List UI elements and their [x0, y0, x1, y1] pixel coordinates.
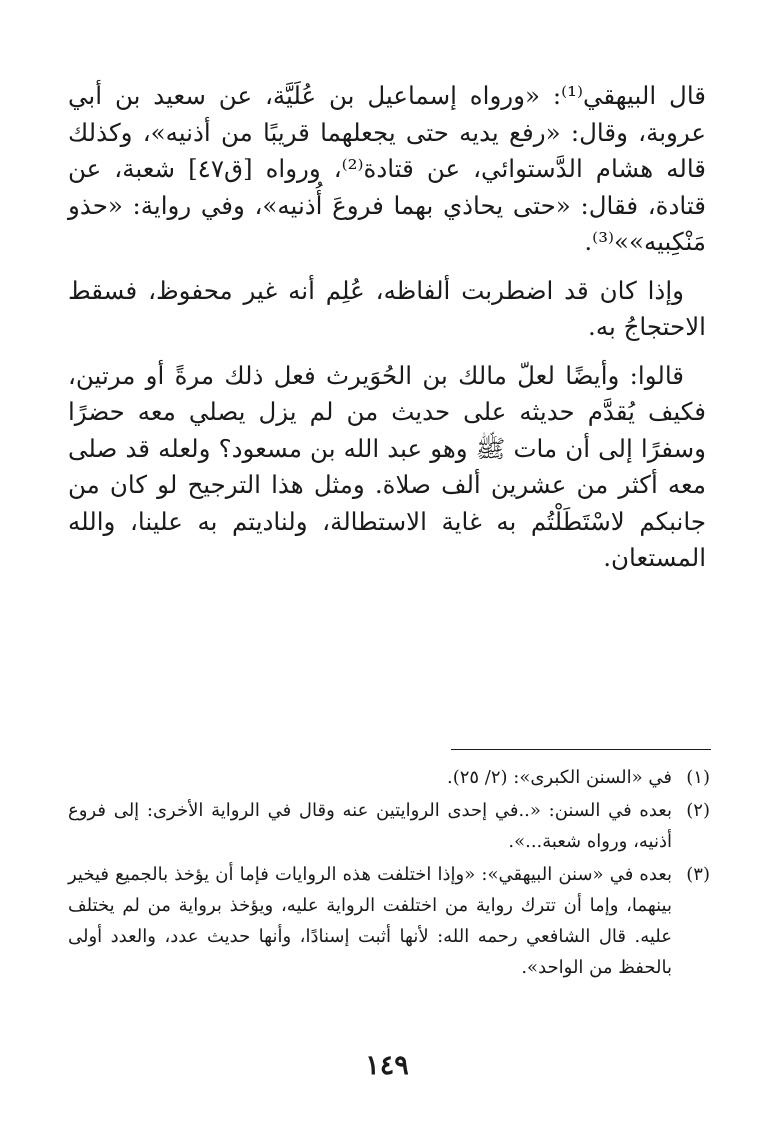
paragraph-bayhaqi-quote: قال البيهقي⁽¹⁾: «ورواه إسماعيل بن عُلَيَّة، عن سعيد بن أبي عروبة، وقال: «رفع يديه حتى يجعلهما قريبًا من أذنيه»، وكذلك قاله هشام الدَّستوائي، عن قتادة⁽²⁾، ورواه [ق٤٧] شعبة، عن قتادة، فقال: «حتى يحاذي بهما فروعَ أُذنيه»، وفي رواية: «حذو مَنْكِبيه»»⁽³⁾.	[68, 81, 707, 256]
footnote-text: بعده في السنن: «..في إحدى الروايتين عنه وقال في الرواية الأخرى: إلى فروع أذنيه، ورواه شعبة...».	[68, 800, 672, 852]
page-number: ١٤٩	[365, 1050, 409, 1081]
footnote-text: بعده في «سنن البيهقي»: «وإذا اختلفت هذه الروايات فإما أن يؤخذ بالجميع فيخير بينهما، وإما أن تترك رواية من اختلفت الرواية عليه، ويؤخذ برواية من لم يختلف عليه. قال الشافعي رحمه الله: لأنها أثبت إسنادًا، وأنها حديث عدد، والعدد أولى بالحفظ من الواحد».	[68, 864, 672, 978]
footnote-number: (٢)	[686, 800, 710, 821]
main-body-text	[68, 78, 706, 589]
paragraph-inconsistency: وإذا كان قد اضطربت ألفاظه، عُلِم أنه غير محفوظ، فسقط الاحتجاجُ به.	[68, 275, 706, 341]
footnote-2	[68, 795, 710, 857]
footnotes-section	[68, 762, 710, 985]
footnote-separator	[451, 749, 711, 750]
footnote-1	[68, 762, 710, 793]
footnote-text: في «السنن الكبرى»: (٢/ ٢٥).	[446, 767, 672, 788]
footnote-number: (١)	[686, 767, 710, 788]
paragraph-counterargument: قالوا: وأيضًا لعلّ مالك بن الحُوَيرث فعل ذلك مرةً أو مرتين، فكيف يُقدَّم حديثه على حديث من لم يزل يصلي معه حضرًا وسفرًا إلى أن مات ﷺ وهو عبد الله بن مسعود؟ ولعله قد صلى معه أكثر من عشرين ألف صلاة. ومثل هذا الترجيح لو كان من جانبكم لاسْتَطَلْتُم به غاية الاستطالة، ولناديتم به علينا، والله المستعان.	[68, 360, 706, 572]
footnote-3	[68, 859, 710, 983]
footnote-number: (٣)	[686, 864, 710, 885]
